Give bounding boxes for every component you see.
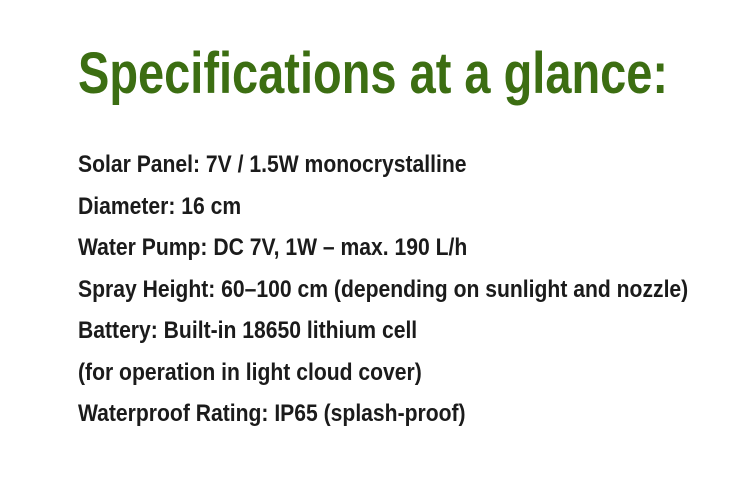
spec-line-waterproof: Waterproof Rating: IP65 (splash-proof) [78, 400, 466, 427]
spec-line-battery-note: (for operation in light cloud cover) [78, 358, 422, 386]
spec-list [78, 144, 750, 435]
spec-line-spray-height: Spray Height: 60–100 cm (depending on sunlight and nozzle) [78, 275, 689, 303]
spec-line-water-pump: Water Pump: DC 7V, 1W – max. 190 L/h [78, 234, 468, 261]
spec-line-battery: Battery: Built-in 18650 lithium cell [78, 317, 418, 344]
spec-line-diameter: Diameter: 16 cm [78, 192, 242, 220]
spec-line-solar-panel: Solar Panel: 7V / 1.5W monocrystalline [78, 151, 467, 178]
page-title: Specifications at a glance: [78, 41, 669, 106]
